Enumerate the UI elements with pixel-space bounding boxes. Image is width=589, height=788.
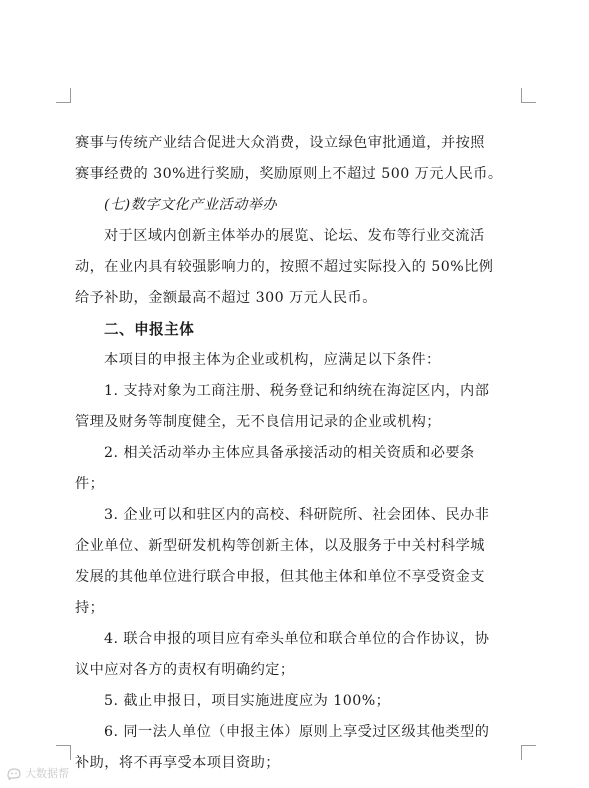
text-line: 动，在业内具有较强影响力的，按照不超过实际投入的 50%比例 — [75, 259, 494, 275]
text-line: 持； — [75, 600, 105, 616]
paragraph-first-line: 5. 截止申报日，项目实施进度应为 100%； — [104, 693, 391, 709]
watermark — [6, 765, 69, 781]
paragraph-first-line: 对于区域内创新主体举办的展览、论坛、发布等行业交流活 — [104, 228, 485, 244]
brand-logo-icon — [6, 767, 22, 780]
text-line: 给予补助，金额最高不超过 300 万元人民币。 — [75, 290, 377, 306]
text-line: 管理及财务等制度健全，无不良信用记录的企业或机构； — [75, 414, 441, 430]
text-line: 赛事与传统产业结合促进大众消费，设立绿色审批通道，并按照 — [75, 135, 485, 151]
text-line: 补助，将不再享受本项目资助； — [75, 755, 280, 771]
paragraph-first-line: 6. 同一法人单位（申报主体）原则上享受过区级其他类型的 — [104, 724, 490, 740]
text-line: 议中应对各方的责权有明确约定； — [75, 662, 295, 678]
text-line: 发展的其他单位进行联合申报，但其他主体和单位不享受资金支 — [75, 569, 485, 585]
paragraph-first-line: 本项目的申报主体为企业或机构，应满足以下条件： — [104, 352, 441, 368]
document-body — [75, 128, 525, 779]
paragraph-first-line: 2. 相关活动举办主体应具备承接活动的相关资质和必要条 — [104, 445, 475, 461]
crop-mark-bottom-left — [56, 745, 71, 760]
paragraph-first-line: 4. 联合申报的项目应有牵头单位和联合单位的合作协议，协 — [104, 631, 490, 647]
text-line: 企业单位、新型研发机构等创新主体，以及服务于中关村科学城 — [75, 538, 485, 554]
crop-mark-top-right — [521, 88, 536, 103]
section-subheading: (七)数字文化产业活动举办 — [104, 197, 277, 213]
crop-mark-top-left — [56, 88, 71, 103]
section-heading: 二、申报主体 — [104, 321, 195, 338]
paragraph-first-line: 3. 企业可以和驻区内的高校、科研院所、社会团体、民办非 — [104, 507, 490, 523]
text-line: 赛事经费的 30%进行奖励，奖励原则上不超过 500 万元人民币。 — [75, 166, 503, 182]
watermark-text: 大数据帮 — [25, 768, 69, 780]
text-line: 件； — [75, 476, 105, 492]
paragraph-first-line: 1. 支持对象为工商注册、税务登记和纳统在海淀区内，内部 — [104, 383, 490, 399]
